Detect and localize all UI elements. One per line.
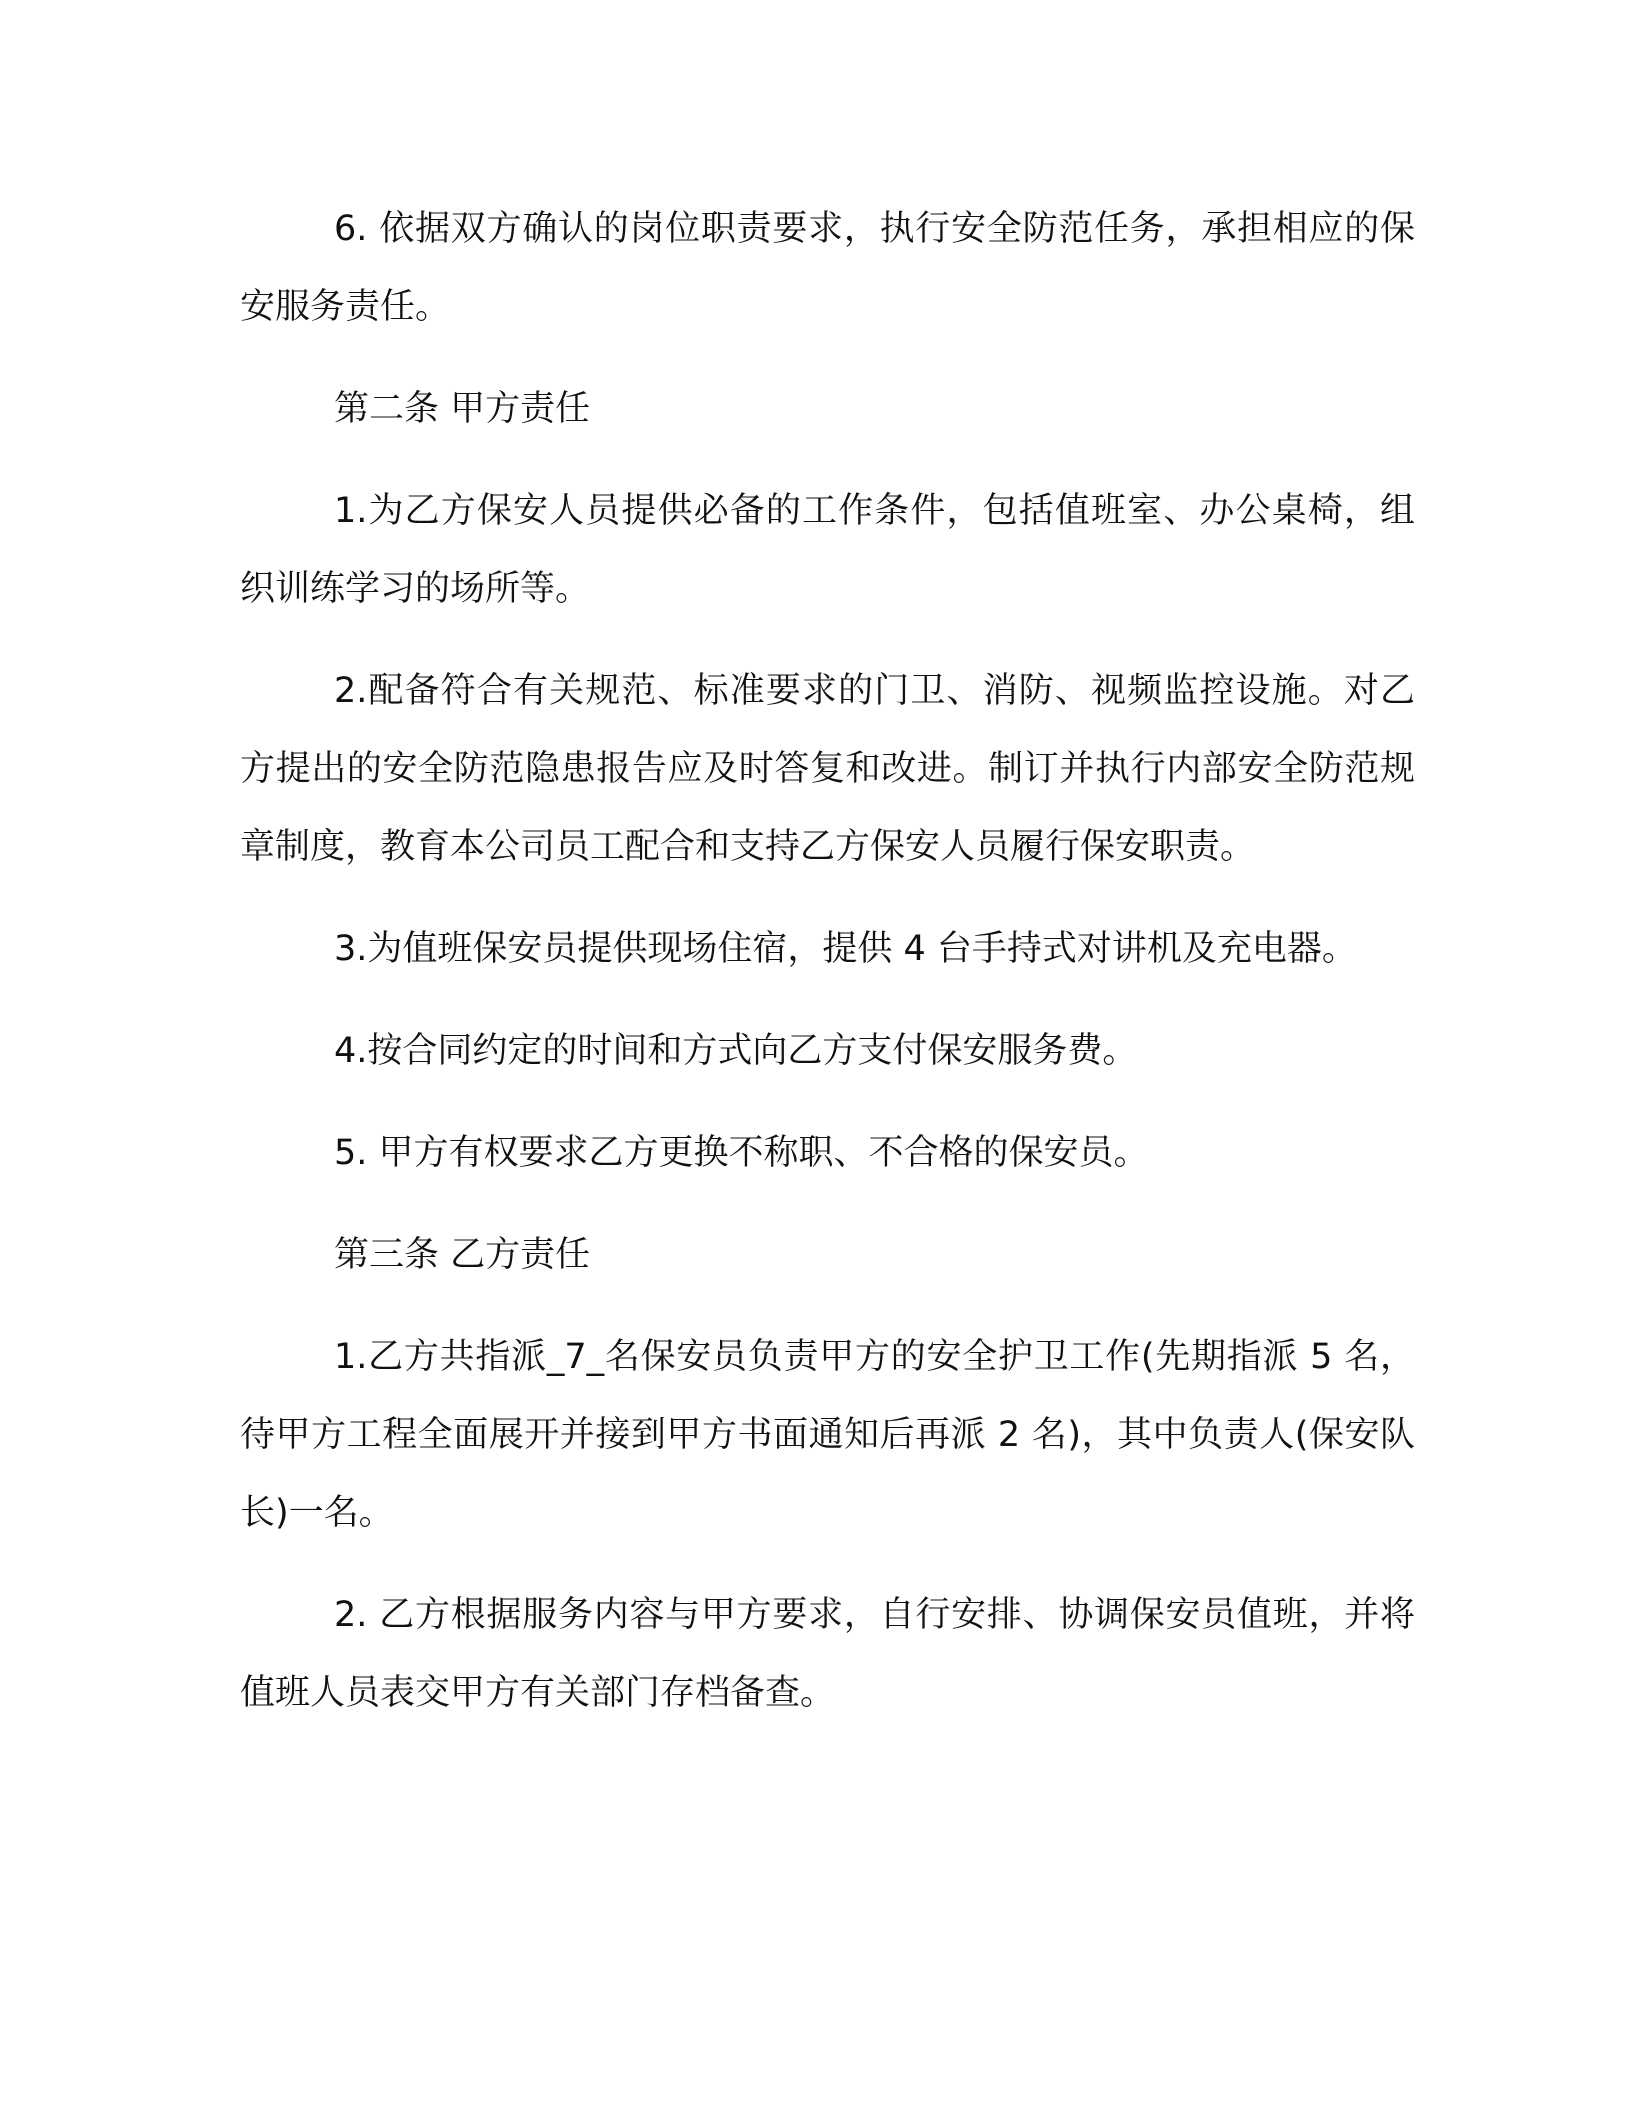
- clause-paragraph: 4.按合同约定的时间和方式向乙方支付保安服务费。: [334, 1031, 1138, 1071]
- clause-paragraph: 2. 乙方根据服务内容与甲方要求，自行安排、协调保安员值班，并将值班人员表交甲方有关部门存档备查。: [240, 1595, 1415, 1713]
- clause-paragraph: 1.为乙方保安人员提供必备的工作条件，包括值班室、办公桌椅，组织训练学习的场所等。: [240, 491, 1415, 609]
- document-page: [240, 190, 1415, 1756]
- section-heading: 第三条 乙方责任: [334, 1235, 591, 1275]
- clause-paragraph: 3.为值班保安员提供现场住宿，提供 4 台手持式对讲机及充电器。: [334, 929, 1357, 969]
- section-heading: 第二条 甲方责任: [334, 389, 591, 429]
- clause-paragraph: 6. 依据双方确认的岗位职责要求，执行安全防范任务，承担相应的保安服务责任。: [240, 209, 1415, 327]
- clause-paragraph: 2.配备符合有关规范、标准要求的门卫、消防、视频监控设施。对乙方提出的安全防范隐患报告应及时答复和改进。制订并执行内部安全防范规章制度，教育本公司员工配合和支持乙方保安人员履行保安职责。: [240, 671, 1415, 867]
- clause-paragraph: 1.乙方共指派_7_名保安员负责甲方的安全护卫工作(先期指派 5 名，待甲方工程全面展开并接到甲方书面通知后再派 2 名)，其中负责人(保安队长)一名。: [240, 1337, 1415, 1533]
- clause-paragraph: 5. 甲方有权要求乙方更换不称职、不合格的保安员。: [334, 1133, 1149, 1173]
